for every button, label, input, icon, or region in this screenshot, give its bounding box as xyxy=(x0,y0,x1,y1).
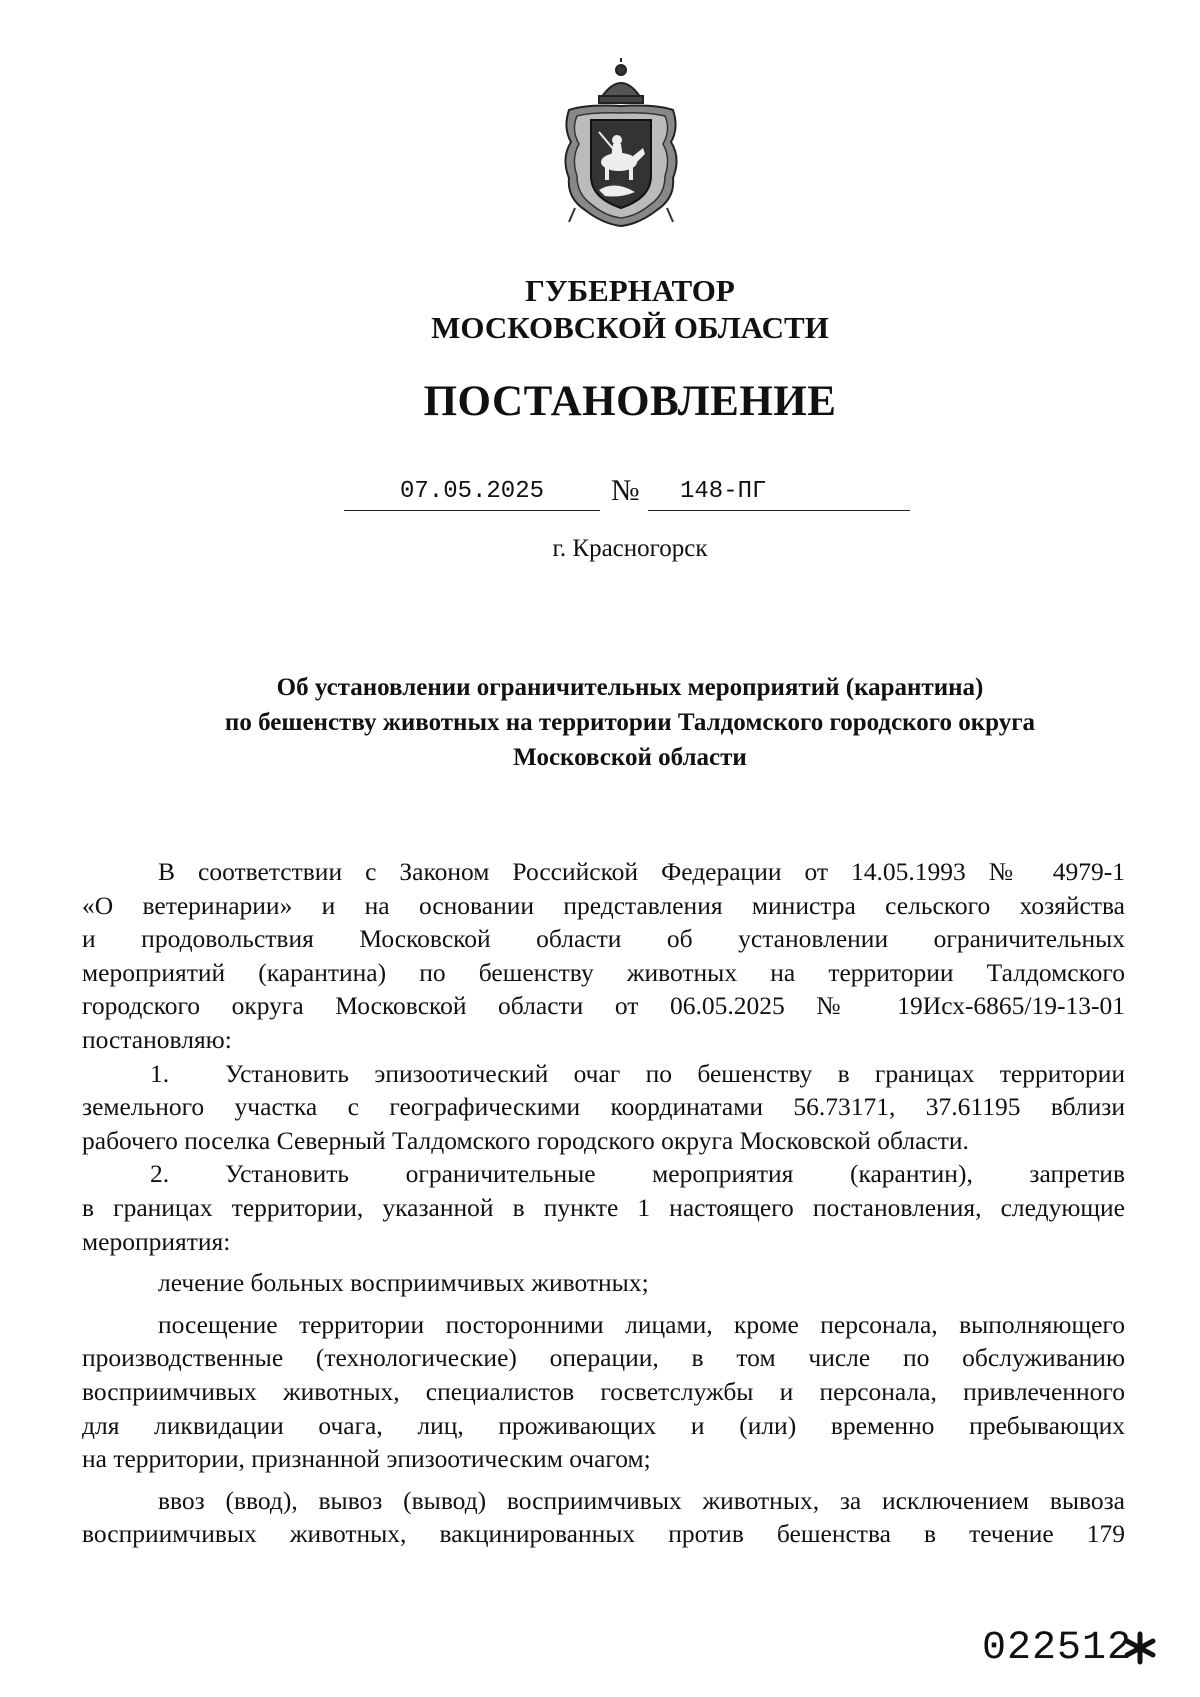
item-number: 2. xyxy=(150,1159,170,1189)
body-line: и продовольствия Московской области об установлении ограничительных xyxy=(82,924,1125,954)
number-sign: № xyxy=(611,474,640,507)
body-line: постановляю: xyxy=(82,1024,232,1054)
body-line: мероприятия: xyxy=(82,1226,231,1256)
body-line: в границах территории, указанной в пункте 1 настоящего постановления, следующие xyxy=(82,1192,1125,1222)
body-line: на территории, признанной эпизоотическим очагом; xyxy=(82,1444,651,1474)
city-label: г. Красногорск xyxy=(552,535,708,562)
item-text: Установить эпизоотический очаг по бешенству в границах территории xyxy=(225,1058,1125,1088)
document-number-field xyxy=(648,474,910,511)
asterisk-icon xyxy=(1122,1630,1158,1666)
item-2-first-line xyxy=(82,1157,1125,1191)
body-line: производственные (технологические) операции, в том числе по обслуживанию xyxy=(82,1343,1125,1373)
subject-line: по бешенству животных на территории Талдомского городского округа xyxy=(224,709,1036,736)
body-line: В соответствии с Законом Российской Федерации от 14.05.1993 № 4979-1 xyxy=(158,857,1125,886)
document-date: 07.05.2025 xyxy=(344,474,600,511)
body-line: восприимчивых животных, специалистов госветслужбы и персонала, привлеченного xyxy=(82,1376,1125,1406)
body-line: земельного участка с географическими координатами 56.73171, 37.61195 вблизи xyxy=(82,1092,1125,1122)
item-1-first-line xyxy=(82,1057,1125,1091)
serial-number: 022512 xyxy=(982,1626,1133,1671)
organization-title: ГУБЕРНАТОР xyxy=(525,273,735,308)
body-line: восприимчивых животных, вакцинированных против бешенства в течение 179 xyxy=(82,1519,1125,1549)
document-type-title: ПОСТАНОВЛЕНИЕ xyxy=(423,378,837,425)
subject-line: Об установлении ограничительных мероприятий (карантина) xyxy=(276,674,984,701)
measure-item: ввоз (ввод), вывоз (вывод) восприимчивых животных, за исключением вывоза xyxy=(158,1485,1125,1515)
item-number: 1. xyxy=(150,1058,170,1088)
body-line: «О ветеринарии» и на основании представления министра сельского хозяйства xyxy=(82,890,1125,920)
measure-item: лечение больных восприимчивых животных; xyxy=(158,1268,649,1298)
subject-line: Московской области xyxy=(513,744,747,771)
coat-of-arms-emblem xyxy=(555,58,687,228)
body-line: рабочего поселка Северный Талдомского городского округа Московской области. xyxy=(82,1125,969,1155)
document-subject xyxy=(100,670,1160,775)
item-text: Установить ограничительные мероприятия (карантин), запретив xyxy=(225,1159,1125,1189)
body-line: мероприятий (карантина) по бешенству животных на территории Талдомского xyxy=(82,957,1125,987)
document-body xyxy=(82,855,1125,1551)
organization-subtitle: МОСКОВСКОЙ ОБЛАСТИ xyxy=(431,310,829,345)
document-number: 148-ПГ xyxy=(680,478,767,505)
measure-item: посещение территории посторонними лицами, кроме персонала, выполняющего xyxy=(158,1309,1125,1339)
body-line: городского округа Московской области от 06.05.2025 № 19Исх-6865/19-13-01 xyxy=(82,991,1125,1021)
body-line: для ликвидации очага, лиц, проживающих и (или) временно пребывающих xyxy=(82,1410,1125,1440)
